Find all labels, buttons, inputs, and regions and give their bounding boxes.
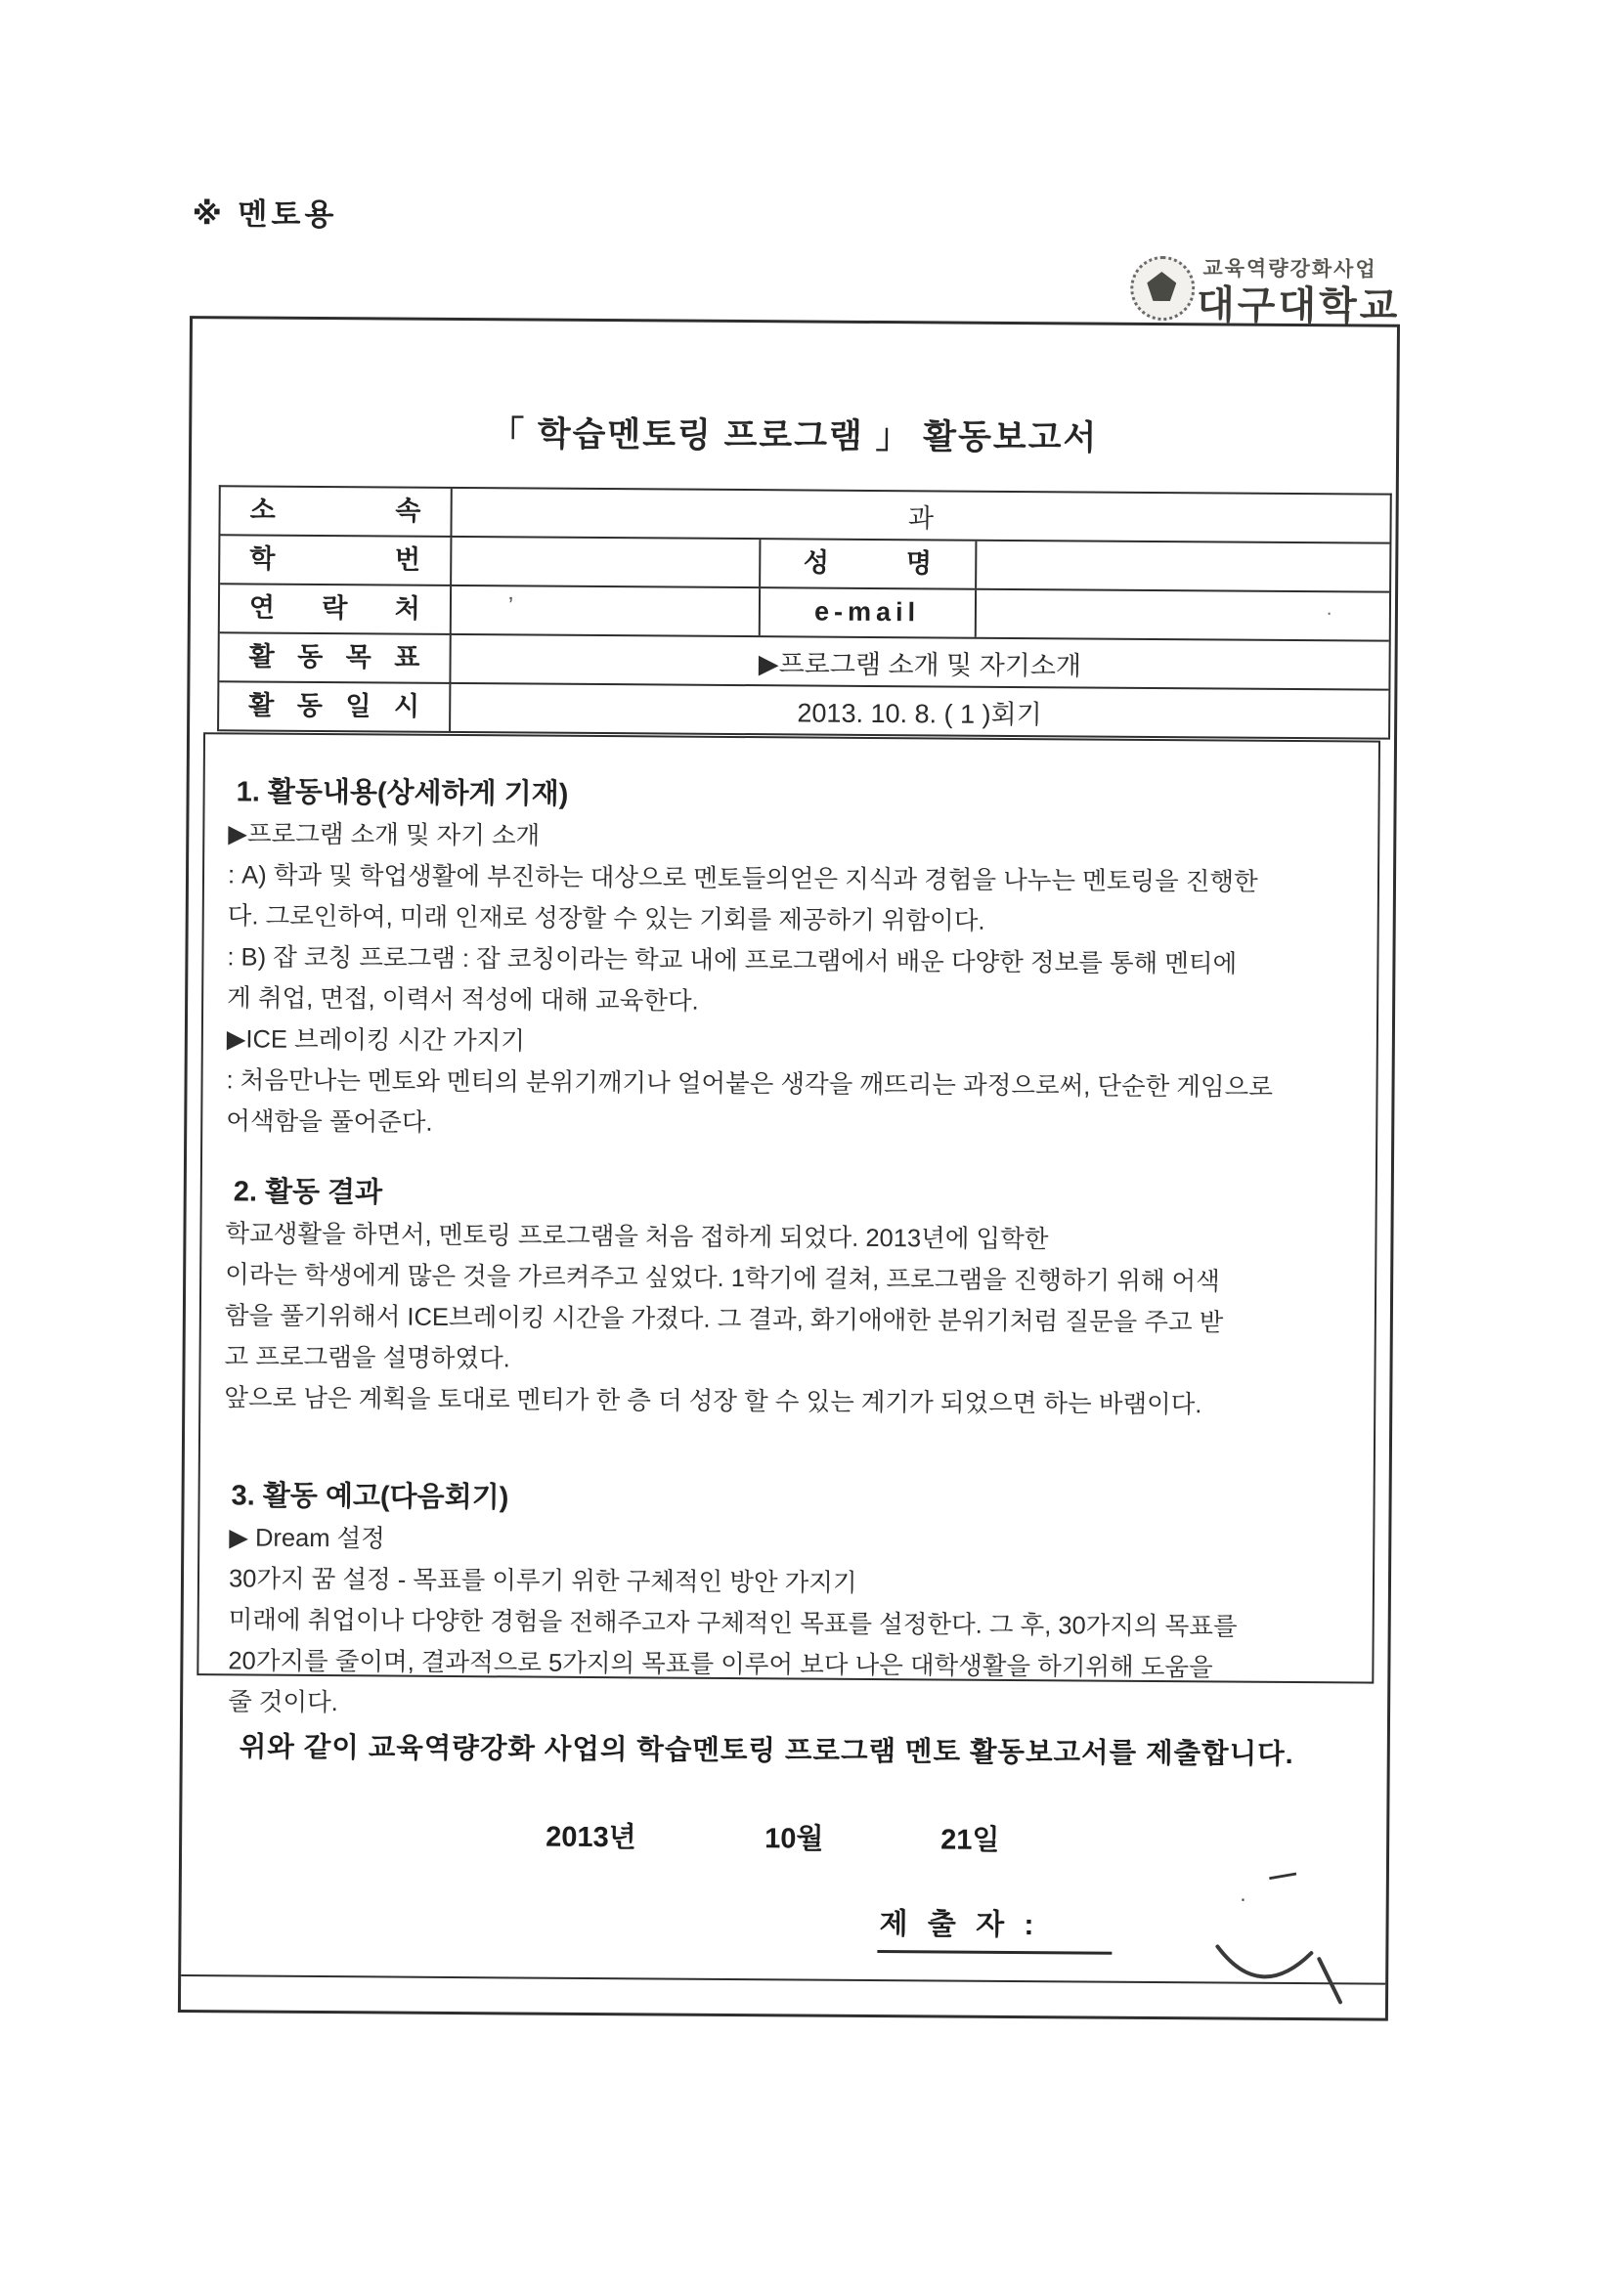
- name-label: 성 명: [761, 540, 978, 588]
- contact-label: 연 락 처: [220, 585, 452, 633]
- student-id-value: [452, 538, 761, 586]
- row-goal: [219, 633, 1388, 690]
- email-label: e-mail: [760, 588, 977, 637]
- bottom-divider: [181, 1974, 1385, 1985]
- row-student-id: [220, 536, 1389, 592]
- row-affiliation: [220, 487, 1389, 543]
- submission-statement: 위와 같이 교육역량강화 사업의 학습멘토링 프로그램 멘토 활동보고서를 제출합니다.: [239, 1731, 1294, 1771]
- section-2-body: 학교생활을 하면서, 멘토링 프로그램을 처음 접하게 되었다. 2013년에 입학한 이라는 학생에게 많은 것을 가르켜주고 싶었다. 1학기에 걸쳐, 프로그램을 진행하기 위해 어색 함을 풀기위해서 ICE브레이킹 시간을 가졌다. 그 결과, 화기애애한 분위기처럼 질문을 주고 받 고 프로그램을 설명하였다. 앞으로 남은 계획을 토대로 멘티가 한 층 더 성장 할 수 있는 계기가 되었으면 하는 바램이다.: [224, 1220, 1224, 1419]
- signature-scribble-icon: [1209, 1930, 1357, 2012]
- section-3-heading: 3. 활동 예고(다음회기): [231, 1480, 509, 1514]
- pen-dot-mark: ·: [1239, 1885, 1247, 1911]
- goal-value: ▶프로그램 소개 및 자기소개: [758, 648, 1082, 680]
- pen-dash-mark: —: [1266, 1856, 1299, 1892]
- logo-program-name: 교육역량강화사업: [1202, 257, 1377, 282]
- pen-tick-mark: ’: [507, 592, 514, 620]
- submitter-label: 제 출 자 :: [877, 1899, 1112, 1955]
- report-form: [178, 316, 1400, 2021]
- affiliation-label: 소 속: [220, 487, 452, 536]
- section-1-body: ▶프로그램 소개 및 자기 소개 : A) 학과 및 학업생활에 부진하는 대상으로 멘토들의얻은 지식과 경험을 나누는 멘토링을 진행한 다. 그로인하여, 미래 인재로 성장할 수 있는 기회를 제공하기 위함이다. : B) 잡 코칭 프로그램 : 잡 코칭이라는 학교 내에 프로그램에서 배운 다양한 정보를 통해 멘티에 게 취업, 면접, 이력서 적성에 대해 교육한다. ▶ICE 브레이킹 시간 가지기 : 처음만나는 멘토와 멘티의 분위기깨기나 얼어붙은 생각을 깨뜨리는 과정으로써, 단순한 게임으로 어색함을 풀어준다.: [226, 820, 1273, 1137]
- section-activity-preview: [220, 1473, 1352, 1730]
- report-title: 「 학습멘토링 프로그램 」 활동보고서: [489, 414, 1099, 457]
- affiliation-value: 과: [907, 502, 935, 533]
- date-year: 2013년: [546, 1821, 636, 1854]
- content-box: [197, 732, 1380, 1717]
- datetime-label: 활 동 일 시: [219, 682, 451, 731]
- contact-value: [452, 586, 761, 635]
- row-contact: [220, 585, 1389, 641]
- submission-date: [182, 1812, 1386, 1860]
- name-value: [977, 542, 1390, 591]
- logo-university-name: 대구대학교: [1196, 283, 1401, 328]
- date-month: 10월: [764, 1823, 824, 1855]
- university-seal-icon: [1130, 256, 1195, 321]
- datetime-value: 2013. 10. 8. ( 1 )회기: [797, 697, 1042, 729]
- date-day: 21일: [940, 1824, 1000, 1856]
- email-value: [977, 590, 1390, 640]
- section-1-heading: 1. 활동내용(상세하게 기재): [236, 776, 569, 810]
- mentor-copy-note: ※ 멘토용: [192, 196, 338, 233]
- section-activity-content: [224, 769, 1357, 1149]
- pen-smudge-mark: ·: [1326, 602, 1333, 625]
- section-2-heading: 2. 활동 결과: [233, 1176, 383, 1209]
- section-3-body: ▶ Dream 설정 30가지 꿈 설정 - 목표를 이루기 위한 구체적인 방안 가지기 미래에 취업이나 다양한 경험을 전해주고자 구체적인 목표를 설정한다. 그 후, 30가지의 목표를 20가지를 줄이며, 결과적으로 5가지의 목표를 이루어 보다 나은 대학생활을 하기위해 도움을 줄 것이다.: [228, 1524, 1238, 1717]
- seal-emblem-icon: [1147, 272, 1176, 301]
- section-activity-result: [222, 1169, 1354, 1426]
- student-id-label: 학 번: [220, 536, 452, 585]
- goal-label: 활 동 목 표: [219, 633, 451, 682]
- row-datetime: [219, 682, 1388, 739]
- info-table: [217, 485, 1392, 739]
